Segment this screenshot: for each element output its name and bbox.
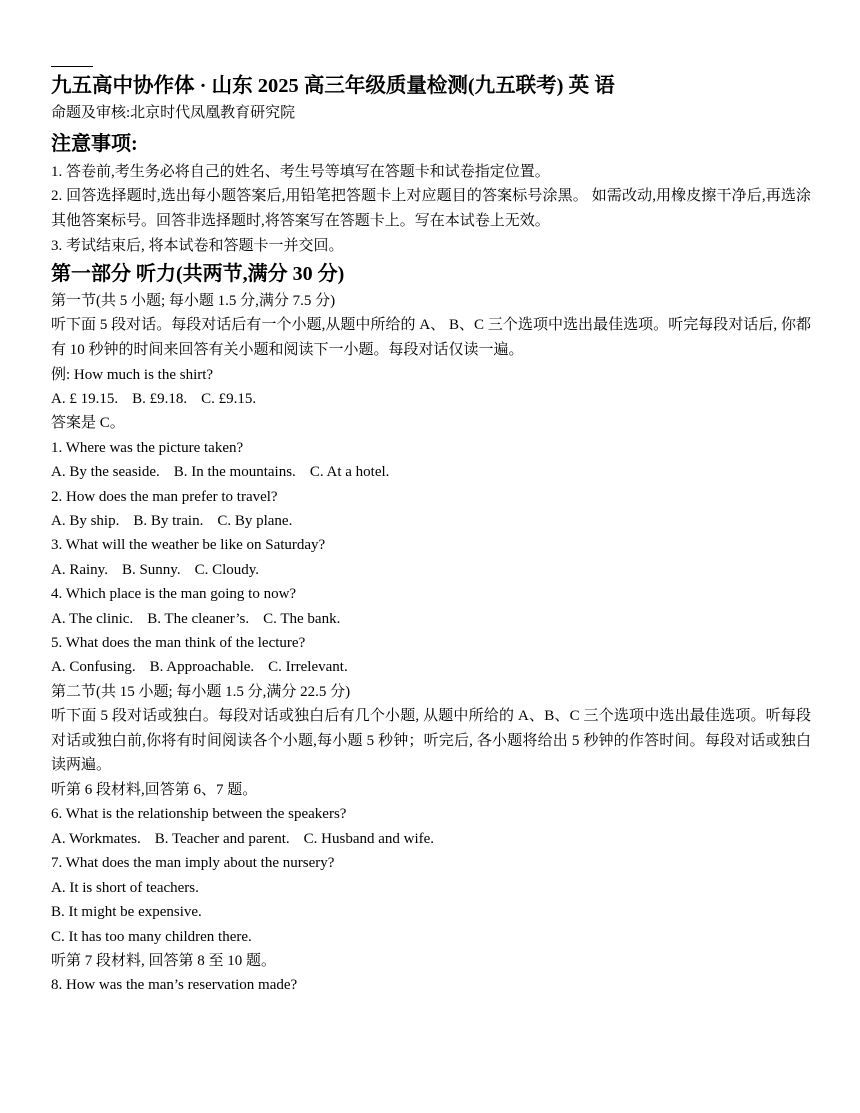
question-options bbox=[51, 607, 811, 631]
option: C. Cloudy. bbox=[194, 561, 260, 578]
question: 1. Where was the picture taken? bbox=[51, 439, 244, 456]
question-options bbox=[51, 655, 811, 679]
option: C. The bank. bbox=[263, 610, 341, 627]
question-options bbox=[51, 509, 811, 533]
question: 2. How does the man prefer to travel? bbox=[51, 488, 278, 505]
section2-instructions: 听下面 5 段对话或独白。每段对话或独白后有几个小题, 从题中所给的 A、B、C 三个选项中选出最佳选项。听每段对话或独白前,你将有时间阅读各个小题,每小题 5 秒钟；听完后, 各小题将给出 5 秒钟的作答时间。每段对话或独白读两遍。 bbox=[51, 708, 811, 774]
option: A. By the seaside. bbox=[51, 464, 160, 481]
exam-page bbox=[51, 60, 811, 998]
part1-heading: 第一部分 听力(共两节,满分 30 分) bbox=[51, 263, 345, 285]
option: C. Irrelevant. bbox=[268, 659, 348, 676]
example-options bbox=[51, 387, 811, 411]
option: B. It might be expensive. bbox=[51, 904, 202, 921]
option: B. In the mountains. bbox=[173, 464, 296, 481]
question: 6. What is the relationship between the speakers? bbox=[51, 806, 347, 823]
option: A. By ship. bbox=[51, 513, 120, 530]
option: C. £9.15. bbox=[201, 391, 257, 407]
section2-title: 第二节(共 15 小题; 每小题 1.5 分,满分 22.5 分) bbox=[51, 683, 351, 700]
question-options bbox=[51, 558, 811, 582]
question: 7. What does the man imply about the nursery? bbox=[51, 855, 335, 872]
notice-item: 1. 答卷前,考生务必将自己的姓名、考生号等填写在答题卡和试卷指定位置。 bbox=[51, 164, 550, 180]
question-options bbox=[51, 460, 811, 484]
option: C. At a hotel. bbox=[309, 464, 390, 481]
notice-item: 2. 回答选择题时,选出每小题答案后,用铅笔把答题卡上对应题目的答案标号涂黑。 如需改动,用橡皮擦干净后,再选涂其他答案标号。回答非选择题时,将答案写在答题卡上。写在本试卷上无效。 bbox=[51, 188, 811, 229]
option: A. It is short of teachers. bbox=[51, 879, 199, 896]
option: A. The clinic. bbox=[51, 610, 134, 627]
notice-item: 3. 考试结束后, 将本试卷和答题卡一并交回。 bbox=[51, 237, 344, 254]
section1-instructions: 听下面 5 段对话。每段对话后有一个小题,从题中所给的 A、 B、C 三个选项中选出最佳选项。听完每段对话后, 你都有 10 秒钟的时间来回答有关小题和阅读下一小题。每段对话仅读一遍。 bbox=[51, 317, 811, 358]
option: B. By train. bbox=[133, 513, 204, 530]
material-heading: 听第 6 段材料,回答第 6、7 题。 bbox=[51, 782, 258, 799]
option: B. Approachable. bbox=[149, 659, 255, 676]
option: B. Teacher and parent. bbox=[154, 830, 290, 847]
notice-heading: 注意事项: bbox=[51, 133, 138, 155]
option: B. Sunny. bbox=[121, 561, 181, 578]
option: B. £9.18. bbox=[132, 391, 188, 407]
question-options bbox=[51, 827, 811, 851]
option: C. It has too many children there. bbox=[51, 928, 252, 945]
exam-title: 九五高中协作体 · 山东 2025 高三年级质量检测(九五联考) 英 语 bbox=[51, 75, 615, 97]
option: A. Rainy. bbox=[51, 561, 108, 578]
question: 4. Which place is the man going to now? bbox=[51, 586, 297, 603]
option: A. £ 19.15. bbox=[51, 391, 119, 407]
question: 3. What will the weather be like on Saturday? bbox=[51, 537, 326, 554]
option: C. By plane. bbox=[217, 513, 293, 530]
exam-author: 命题及审核:北京时代凤凰教育研究院 bbox=[51, 105, 296, 121]
example-question: 例: How much is the shirt? bbox=[51, 366, 214, 383]
option: C. Husband and wife. bbox=[303, 830, 435, 847]
material-heading: 听第 7 段材料, 回答第 8 至 10 题。 bbox=[51, 952, 277, 969]
section1-title: 第一节(共 5 小题; 每小题 1.5 分,满分 7.5 分) bbox=[51, 293, 336, 309]
option: A. Confusing. bbox=[51, 659, 136, 676]
question: 5. What does the man think of the lecture? bbox=[51, 635, 306, 652]
example-answer: 答案是 C。 bbox=[51, 415, 125, 432]
option: B. The cleaner’s. bbox=[147, 610, 250, 627]
option: A. Workmates. bbox=[51, 830, 141, 847]
question: 8. How was the man’s reservation made? bbox=[51, 977, 298, 994]
